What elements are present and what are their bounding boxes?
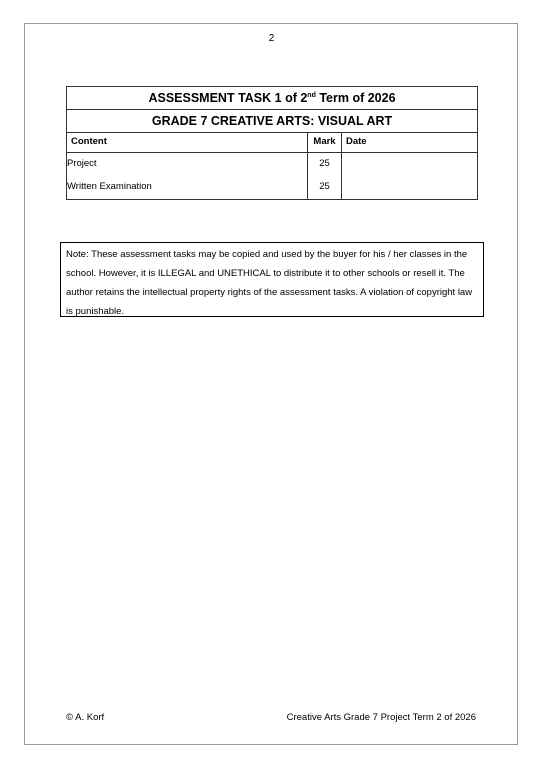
content-cell xyxy=(67,153,308,200)
assessment-table xyxy=(66,86,478,200)
table-header-row xyxy=(67,133,478,153)
title-suffix: Term of 2026 xyxy=(315,91,396,105)
date-value xyxy=(342,153,477,176)
footer-document-title: Creative Arts Grade 7 Project Term 2 of 2026 xyxy=(286,712,476,723)
date-cell xyxy=(342,153,478,200)
header-mark: Mark xyxy=(308,133,342,153)
title-superscript: nd xyxy=(307,92,316,99)
copyright-note: Note: These assessment tasks may be copied and used by the buyer for his / her classes in the school. However, it is ILLEGAL and UNETHICAL to distribute it to other schools or resell it. The author retains the intellectual property rights of the assessment tasks. A violation of copyright law is punishable. xyxy=(60,242,484,317)
content-item: Project xyxy=(67,158,97,169)
title-prefix: ASSESSMENT TASK 1 of 2 xyxy=(148,91,308,105)
date-value xyxy=(342,176,477,199)
mark-cell xyxy=(308,153,342,200)
mark-value: 25 xyxy=(319,158,330,169)
assessment-subtitle: GRADE 7 CREATIVE ARTS: VISUAL ART xyxy=(67,110,478,133)
page-number: 2 xyxy=(268,33,275,44)
mark-value: 25 xyxy=(319,181,330,192)
header-date: Date xyxy=(342,133,478,153)
assessment-title xyxy=(67,87,478,110)
footer-author: © A. Korf xyxy=(66,712,105,723)
header-content: Content xyxy=(67,133,308,153)
content-item: Written Examination xyxy=(67,181,152,192)
table-body-row xyxy=(67,153,478,200)
